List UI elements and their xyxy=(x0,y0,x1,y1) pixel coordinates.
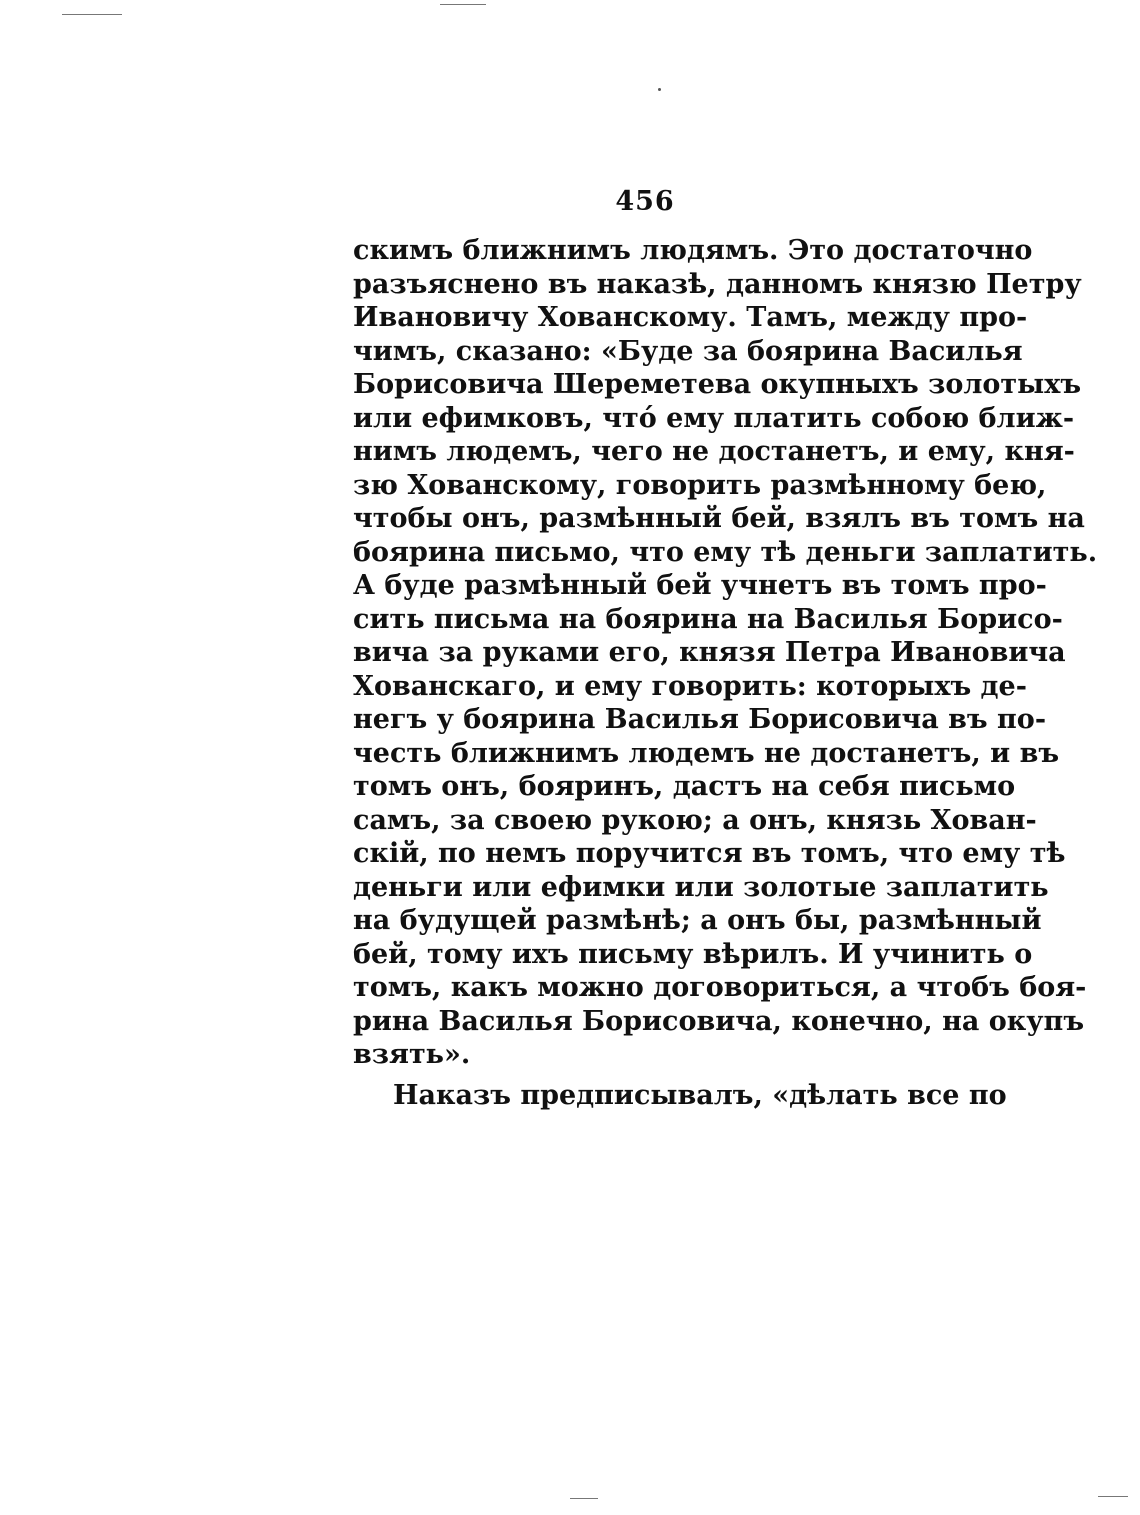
text-line: томъ, какъ можно договориться, а чтобъ боя- xyxy=(353,972,1087,1003)
scan-artifact xyxy=(570,1498,598,1499)
text-line: честь ближнимъ людемъ не достанетъ, и въ xyxy=(353,737,1060,769)
text-line: чтобы онъ, размѣнный бей, взялъ въ томъ на xyxy=(353,503,1085,534)
paragraph xyxy=(353,1079,1007,1113)
text-line: рина Василья Борисовича, конечно, на окупъ xyxy=(353,1005,1085,1037)
text-line: деньги или ефимки или золотые заплатить xyxy=(353,871,1049,903)
text-line: боярина письмо, что ему тѣ деньги заплатить. xyxy=(353,536,1098,568)
scan-artifact xyxy=(440,4,486,5)
text-line: на будущей размѣнѣ; а онъ бы, размѣнный xyxy=(353,905,1042,936)
scan-artifact xyxy=(658,88,661,91)
scan-artifact xyxy=(62,14,122,15)
body-text xyxy=(353,234,1098,1112)
page-number: 456 xyxy=(615,186,675,217)
text-line: разъяснено въ наказѣ, данномъ князю Петру xyxy=(353,268,1082,300)
text-line: чимъ, сказано: «Буде за боярина Василья xyxy=(353,335,1023,367)
text-line: Хованскаго, и ему говорить: которыхъ де- xyxy=(353,670,1027,702)
text-line: Наказъ предписывалъ, «дѣлать все по xyxy=(393,1079,1007,1111)
text-line: Ивановичу Хованскому. Тамъ, между про- xyxy=(353,302,1028,333)
text-line: сить письма на боярина на Василья Борисо- xyxy=(353,603,1063,635)
text-line: А буде размѣнный бей учнетъ въ томъ про- xyxy=(353,570,1047,601)
text-line: Борисовича Шереметева окупныхъ золотыхъ xyxy=(353,369,1082,400)
scan-artifact xyxy=(1098,1496,1128,1497)
text-line: негъ у боярина Василья Борисовича въ по- xyxy=(353,704,1047,735)
text-line: скимъ ближнимъ людямъ. Это достаточно xyxy=(353,235,1033,266)
text-line: зю Хованскому, говорить размѣнному бею, xyxy=(353,469,1047,501)
text-line: скій, по немъ поручится въ томъ, что ему тѣ xyxy=(353,838,1066,869)
text-line: вича за руками его, князя Петра Ивановича xyxy=(353,637,1066,668)
text-line: томъ онъ, бояринъ, дастъ на себя письмо xyxy=(353,771,1016,802)
text-line: взять». xyxy=(353,1039,471,1070)
paragraph xyxy=(353,234,1098,1072)
text-line: или ефимковъ, что́ ему платить собою ближ- xyxy=(353,402,1075,434)
text-line: бей, тому ихъ письму вѣрилъ. И учинить о xyxy=(353,938,1033,970)
text-line: нимъ людемъ, чего не достанетъ, и ему, кня- xyxy=(353,436,1075,467)
text-line: самъ, за своею рукою; а онъ, князь Хован- xyxy=(353,804,1037,836)
